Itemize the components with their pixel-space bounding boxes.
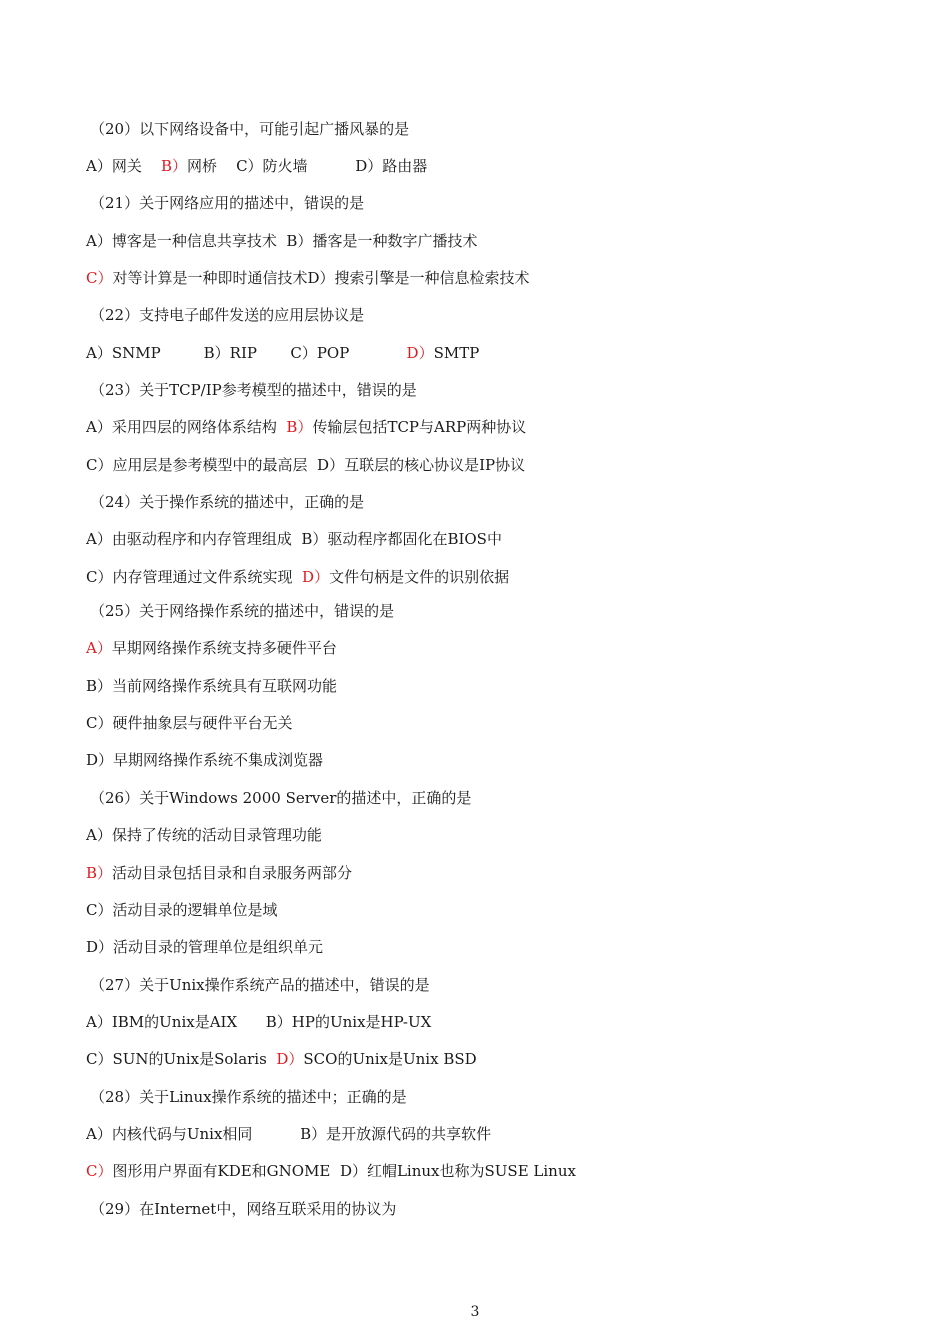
option-line [86,1047,477,1071]
option-line [86,823,322,847]
option-line [86,154,427,178]
option-text: HP的Unix是HP-UX [291,1013,432,1031]
page-number: 3 [470,1304,480,1320]
correct-option-label: D） [302,568,330,586]
option-label: D） [307,269,335,287]
option-label: D） [86,751,114,769]
option-label: B） [265,1013,292,1031]
option-text: 网关 [111,157,142,175]
option-label: A） [86,232,112,250]
option-label: A） [86,530,112,548]
option-line [86,711,293,735]
option-text: 采用四层的网络体系结构 [111,418,277,436]
correct-option-label: C） [86,1162,113,1180]
option-text: 硬件抽象层与硬件平台无关 [112,714,293,732]
option-line [86,636,337,660]
option-label: A） [86,1013,112,1031]
option-line [86,898,278,922]
option-line [86,1122,491,1146]
option-label: D） [355,157,383,175]
option-text: 活动目录包括目录和自录服务两部分 [112,864,353,882]
option-line [86,861,352,885]
option-line [86,748,323,772]
option-text: 网桥 [186,157,217,175]
option-text: IBM的Unix是AIX [111,1013,238,1031]
option-label: B） [300,1125,327,1143]
option-label: C） [290,344,317,362]
option-text: 早期网络操作系统不集成浏览器 [113,751,324,769]
option-text: 播客是一种数字广播技术 [312,232,478,250]
option-text: SCO的Unix是Unix BSD [303,1050,477,1068]
question-stem: （20）以下网络设备中，可能引起广播风暴的是 [90,120,410,138]
option-line [86,1159,576,1183]
option-text: 应用层是参考模型中的最高层 [112,456,308,474]
option-line [86,935,323,959]
question-stem: （21）关于网络应用的描述中，错误的是 [90,194,365,212]
option-label: A） [86,344,112,362]
option-label: D） [86,938,114,956]
option-label: A） [86,418,112,436]
option-label: B） [86,677,113,695]
option-line [86,229,477,253]
option-line [86,453,525,477]
option-label: C） [86,714,113,732]
option-label: C） [236,157,263,175]
correct-option-label: D） [276,1050,304,1068]
question-stem: （23）关于TCP/IP参考模型的描述中，错误的是 [90,381,417,399]
option-text: 传输层包括TCP与ARP两种协议 [312,418,527,436]
question-stem: （25）关于网络操作系统的描述中，错误的是 [90,602,395,620]
option-text: SUN的Unix是Solaris [112,1050,267,1068]
question-stem: （29）在Internet中，网络互联采用的协议为 [90,1200,397,1218]
option-text: 内核代码与Unix相同 [111,1125,253,1143]
option-line [86,565,509,589]
option-text: 文件句柄是文件的识别依据 [329,568,510,586]
option-text: SNMP [111,344,161,362]
option-label: B） [286,232,313,250]
option-label: C） [86,1050,113,1068]
correct-option-label: B） [286,418,313,436]
option-text: POP [316,344,350,362]
question-stem: （26）关于Windows 2000 Server的描述中，正确的是 [90,789,472,807]
option-line [86,341,479,365]
correct-option-label: C） [86,269,113,287]
correct-option-label: A） [86,639,112,657]
option-text: 内存管理通过文件系统实现 [112,568,293,586]
correct-option-label: B） [160,157,187,175]
option-label: C） [86,901,113,919]
question-stem: （22）支持电子邮件发送的应用层协议是 [90,306,365,324]
option-label: D） [339,1162,367,1180]
option-text: 早期网络操作系统支持多硬件平台 [111,639,337,657]
option-text: 博客是一种信息共享技术 [111,232,277,250]
option-text: 驱动程序都固化在BIOS中 [327,530,502,548]
option-text: 对等计算是一种即时通信技术 [112,269,308,287]
option-label: B） [301,530,328,548]
option-label: A） [86,826,112,844]
option-text: 活动目录的管理单位是组织单元 [113,938,324,956]
option-text: 由驱动程序和内存管理组成 [111,530,292,548]
correct-option-label: D） [406,344,434,362]
option-label: C） [86,456,113,474]
question-stem: （24）关于操作系统的描述中，正确的是 [90,493,365,511]
option-line [86,674,337,698]
correct-option-label: B） [86,864,113,882]
option-label: D） [317,456,345,474]
option-text: 当前网络操作系统具有互联网功能 [112,677,338,695]
option-text: 红帽Linux也称为SUSE Linux [366,1162,576,1180]
option-label: A） [86,157,112,175]
question-stem: （27）关于Unix操作系统产品的描述中，错误的是 [90,976,430,994]
option-line [86,527,502,551]
option-text: 防火墙 [262,157,308,175]
option-text: 搜索引擎是一种信息检索技术 [334,269,530,287]
option-text: 图形用户界面有KDE和GNOME [112,1162,331,1180]
option-text: 是开放源代码的共享软件 [326,1125,492,1143]
question-stem: （28）关于Linux操作系统的描述中；正确的是 [90,1088,407,1106]
option-line [86,266,530,290]
option-text: 路由器 [382,157,428,175]
option-label: B） [203,344,230,362]
option-label: A） [86,1125,112,1143]
option-line [86,1010,431,1034]
option-text: 互联层的核心协议是IP协议 [344,456,526,474]
option-text: RIP [229,344,257,362]
option-label: C） [86,568,113,586]
option-text: SMTP [433,344,480,362]
option-text: 保持了传统的活动目录管理功能 [111,826,322,844]
option-text: 活动目录的逻辑单位是域 [112,901,278,919]
option-line [86,415,526,439]
